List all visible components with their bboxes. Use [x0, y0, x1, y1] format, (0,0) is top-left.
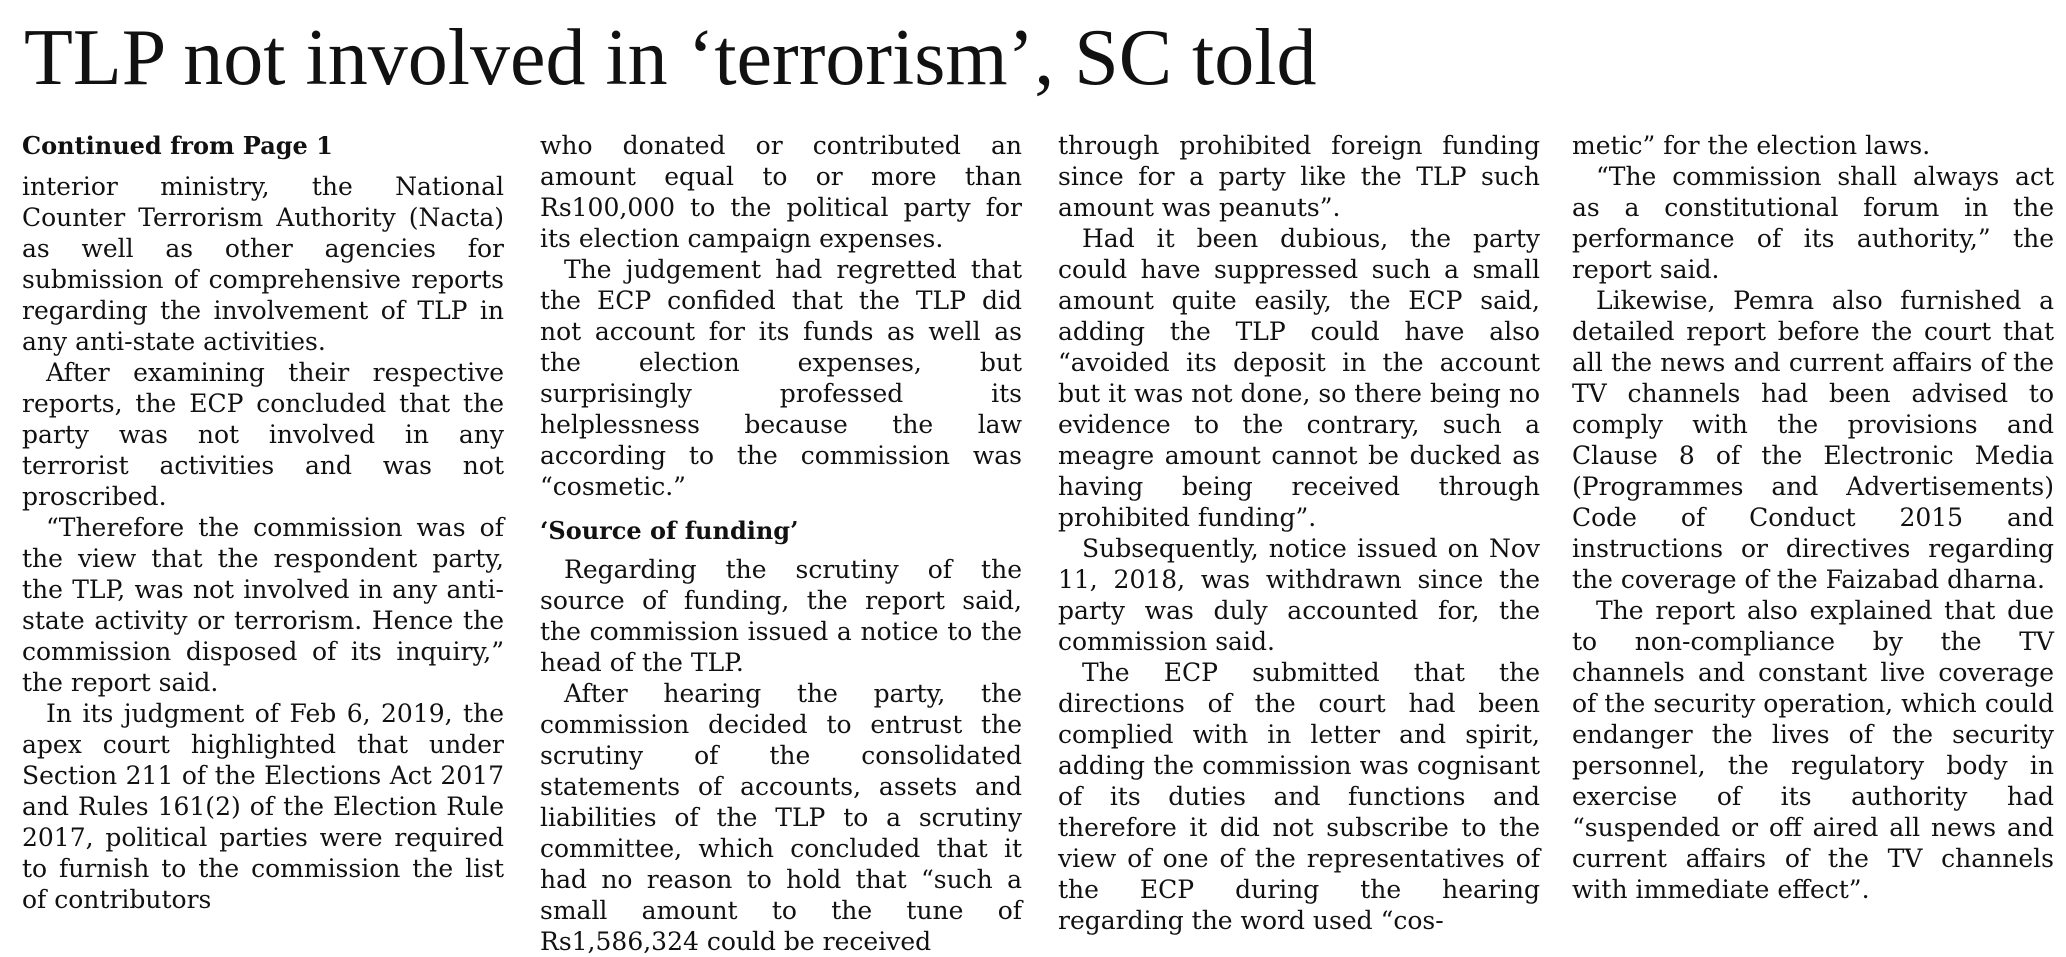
paragraph: After examining their respective reports, the ECP concluded that the party was not involved in any terrorist activities and was not proscribed.: [22, 358, 504, 511]
paragraph: “Therefore the commission was of the view that the respondent party, the TLP, was not involved in any anti-state activity or terrorism. Hence the commission disposed of its inquiry,” the report said.: [22, 513, 504, 697]
paragraph: “The commission shall always act as a constitutional forum in the performance of its authority,” the report said.: [1572, 162, 2054, 284]
headline: TLP not involved in ‘terrorism’, SC told: [24, 14, 1317, 102]
paragraph: interior ministry, the National Counter Terrorism Authority (Nacta) as well as other agencies for submission of comprehensive reports regarding the involvement of TLP in any anti-state activities.: [22, 172, 504, 356]
column-4: [1572, 130, 2054, 905]
continued-label: Continued from Page 1: [22, 131, 333, 160]
column-1: [22, 130, 504, 915]
paragraph: In its judgment of Feb 6, 2019, the apex court highlighted that under Section 211 of the Elections Act 2017 and Rules 161(2) of the Election Rule 2017, political parties were required to furnish to the commission the list of contributors: [22, 699, 504, 914]
paragraph: The ECP submitted that the directions of the court had been complied with in letter and spirit, adding the commission was cognisant of its duties and functions and therefore it did not subscribe to the view of one of the representatives of the ECP during the hearing regarding the word used “cos-: [1058, 658, 1540, 935]
paragraph: Likewise, Pemra also furnished a detailed report before the court that all the news and current affairs of the TV channels had been advised to comply with the provisions and Clause 8 of the Electronic Media (Programmes and Advertisements) Code of Conduct 2015 and instructions or directives regarding the coverage of the Faizabad dharna.: [1572, 286, 2054, 594]
paragraph: Subsequently, notice issued on Nov 11, 2018, was withdrawn since the party was duly accounted for, the commission said.: [1058, 534, 1540, 656]
column-2: [540, 130, 1022, 957]
paragraph: who donated or contributed an amount equal to or more than Rs100,000 to the political party for its election campaign expenses.: [540, 131, 1022, 253]
paragraph: Regarding the scrutiny of the source of funding, the report said, the commission issued a notice to the head of the TLP.: [540, 555, 1022, 677]
paragraph: metic” for the election laws.: [1572, 131, 1931, 160]
column-3: [1058, 130, 1540, 936]
paragraph: through prohibited foreign funding since for a party like the TLP such amount was peanuts”.: [1058, 131, 1540, 222]
paragraph: Had it been dubious, the party could have suppressed such a small amount quite easily, the ECP said, adding the TLP could have also “avoided its deposit in the account but it was not done, so there being no evidence to the contrary, such a meagre amount cannot be ducked as having being received through prohibited funding”.: [1058, 224, 1540, 532]
paragraph: The report also explained that due to non-compliance by the TV channels and constant live coverage of the security operation, which could endanger the lives of the security personnel, the regulatory body in exercise of its authority had “suspended or off aired all news and current affairs of the TV channels with immediate effect”.: [1572, 596, 2054, 904]
subheading: ‘Source of funding’: [540, 516, 799, 545]
paragraph: After hearing the party, the commission decided to entrust the scrutiny of the consolidated statements of accounts, assets and liabilities of the TLP to a scrutiny committee, which concluded that it had no reason to hold that “such a small amount to the tune of Rs1,586,324 could be received: [540, 679, 1022, 956]
paragraph: The judgement had regretted that the ECP confided that the TLP did not account for its funds as well as the election expenses, but surprisingly professed its helplessness because the law according to the commission was “cosmetic.”: [540, 255, 1022, 501]
